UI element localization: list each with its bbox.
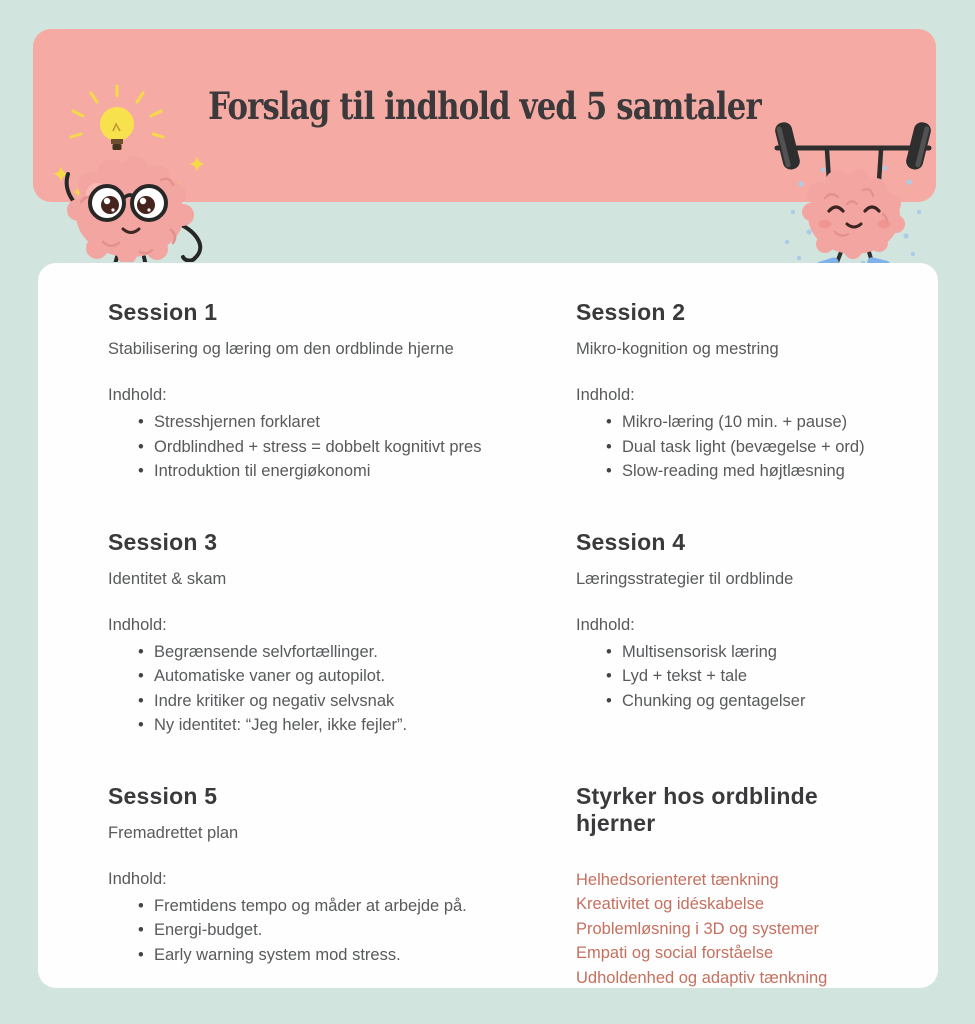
session-3-items — [108, 640, 576, 738]
list-item: • Begrænsende selvfortællinger. — [138, 640, 576, 665]
session-4-section — [576, 529, 880, 738]
session-5-items — [108, 894, 576, 968]
session-2-items — [576, 410, 880, 484]
list-item: • Dual task light (bevægelse + ord) — [606, 435, 880, 460]
list-item: • Ny identitet: “Jeg heler, ikke fejler”. — [138, 713, 576, 738]
list-item: • Early warning system mod stress. — [138, 943, 576, 968]
session-5-section — [108, 783, 576, 991]
list-item: • Lyd + tekst + tale — [606, 664, 880, 689]
list-item: Kreativitet og idéskabelse — [576, 895, 765, 913]
session-2-subtitle: Mikro-kognition og mestring — [576, 340, 779, 358]
session-1-title: Session 1 — [108, 299, 218, 325]
session-2-content-label: Indhold: — [576, 386, 635, 404]
session-1-content-label: Indhold: — [108, 386, 167, 404]
session-5-title: Session 5 — [108, 782, 218, 809]
list-item: • Energi-budget. — [138, 918, 576, 943]
session-4-subtitle: Læringsstrategier til ordblinde — [576, 569, 794, 588]
list-item: • Slow-reading med højtlæsning — [606, 459, 880, 484]
list-item: Helhedsorienteret tænkning — [576, 870, 779, 889]
session-4-items — [576, 640, 880, 714]
strengths-title: Styrker hos ordblinde hjerner — [576, 782, 818, 836]
session-5-subtitle: Fremadrettet plan — [108, 823, 239, 842]
session-4-title: Session 4 — [576, 528, 686, 555]
list-item: Empati og social forståelse — [576, 944, 774, 962]
list-item: • Stresshjernen forklaret — [138, 410, 576, 435]
list-item: • Fremtidens tempo og måder at arbejde på. — [138, 894, 576, 919]
session-1-section — [108, 299, 576, 484]
list-item: Problemløsning i 3D og systemer — [576, 919, 820, 938]
list-item: Udholdenhed og adaptiv tænkning — [576, 968, 828, 987]
session-1-items — [108, 410, 576, 484]
strengths-section — [576, 783, 880, 991]
content-panel — [38, 263, 938, 988]
session-5-content-label: Indhold: — [108, 869, 167, 888]
session-3-title: Session 3 — [108, 528, 218, 555]
list-item: • Multisensorisk læring — [606, 640, 880, 665]
session-2-section — [576, 299, 880, 484]
list-item: • Automatiske vaner og autopilot. — [138, 664, 576, 689]
list-item: • Chunking og gentagelser — [606, 689, 880, 714]
list-item: • Indre kritiker og negativ selvsnak — [138, 689, 576, 714]
session-2-title: Session 2 — [576, 299, 686, 325]
session-3-section — [108, 529, 576, 738]
list-item: • Introduktion til energiøkonomi — [138, 459, 576, 484]
page-title: Forslag til indhold ved 5 samtaler — [208, 84, 761, 128]
session-3-subtitle: Identitet & skam — [108, 569, 227, 588]
session-4-content-label: Indhold: — [576, 615, 635, 634]
brain-lightbulb-mascot-icon — [45, 82, 215, 262]
session-3-content-label: Indhold: — [108, 615, 167, 634]
brain-barbell-mascot-icon — [763, 112, 943, 270]
session-1-subtitle: Stabilisering og læring om den ordblinde hjerne — [108, 340, 454, 358]
list-item: • Ordblindhed + stress = dobbelt kognitivt pres — [138, 435, 576, 460]
list-item: • Mikro-læring (10 min. + pause) — [606, 410, 880, 435]
strengths-items — [576, 868, 880, 991]
